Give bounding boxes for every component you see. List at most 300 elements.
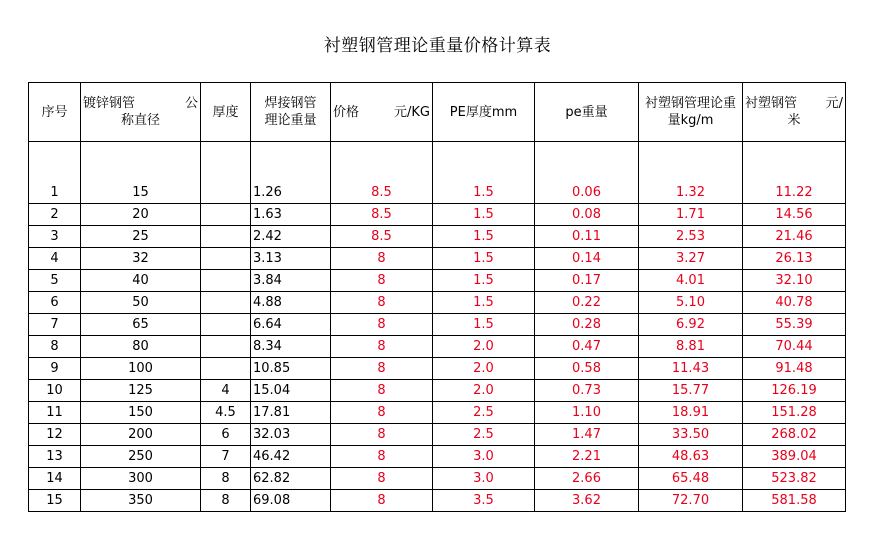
cell-lined-weight-value: 8.81 — [676, 339, 705, 354]
cell-lined-weight-value: 15.77 — [671, 383, 710, 398]
cell-lined-price-value: 70.44 — [775, 339, 813, 354]
cell-price-value: 8 — [377, 339, 386, 354]
cell-lined-price-value: 581.58 — [771, 493, 817, 508]
cell-index[interactable] — [29, 226, 81, 248]
header-index[interactable] — [29, 83, 81, 142]
cell-welded-weight-value: 62.82 — [253, 471, 291, 486]
cell-price[interactable] — [331, 204, 433, 226]
cell-index-value: 3 — [50, 229, 59, 244]
cell-price[interactable] — [331, 292, 433, 314]
cell-nominal-diameter[interactable] — [81, 446, 201, 468]
cell-pe-weight-value: 0.47 — [572, 339, 601, 354]
cell-index-value: 12 — [46, 427, 63, 442]
cell-pe-weight[interactable] — [535, 490, 639, 512]
cell-welded-weight-value: 1.63 — [253, 207, 282, 222]
cell-welded-weight-value: 1.26 — [253, 185, 282, 200]
cell-price[interactable] — [331, 358, 433, 380]
cell-welded-weight-value: 2.42 — [253, 229, 282, 244]
cell-pe-weight[interactable] — [535, 248, 639, 270]
table-row — [29, 446, 846, 468]
cell-thickness[interactable] — [201, 446, 251, 468]
header-lined-price-label-c: 米 — [787, 113, 801, 128]
cell-index[interactable] — [29, 292, 81, 314]
cell-lined-weight[interactable] — [639, 292, 743, 314]
header-lined-pipe-price[interactable] — [743, 83, 846, 142]
cell-lined-price-value: 55.39 — [775, 317, 813, 332]
cell-lined-weight-value: 11.43 — [671, 361, 710, 376]
header-row — [29, 83, 846, 142]
cell-lined-price-value: 32.10 — [775, 273, 813, 288]
cell-nominal-diameter[interactable] — [81, 292, 201, 314]
cell-price-value: 8 — [377, 383, 386, 398]
cell-index[interactable] — [29, 358, 81, 380]
cell-price[interactable] — [331, 380, 433, 402]
table-row — [29, 292, 846, 314]
cell-index[interactable] — [29, 270, 81, 292]
cell-pe-weight[interactable] — [535, 226, 639, 248]
header-thickness[interactable] — [201, 83, 251, 142]
cell-index-value: 13 — [46, 449, 63, 464]
cell-price-value: 8 — [377, 427, 386, 442]
cell-nominal-diameter-value: 65 — [132, 317, 149, 332]
cell-thickness-value: 8 — [221, 493, 230, 508]
cell-nominal-diameter-value: 80 — [132, 339, 149, 354]
header-lined-pipe-weight[interactable] — [639, 83, 743, 142]
cell-pe-weight-value: 1.47 — [572, 427, 601, 442]
cell-price-value: 8 — [377, 317, 386, 332]
table-row — [29, 336, 846, 358]
cell-index[interactable] — [29, 336, 81, 358]
cell-welded-weight-value: 8.34 — [253, 339, 282, 354]
cell-welded-weight-value: 46.42 — [253, 449, 291, 464]
cell-lined-weight[interactable] — [639, 248, 743, 270]
table-row — [29, 380, 846, 402]
cell-lined-price-value: 151.28 — [771, 405, 817, 420]
cell-welded-weight-value: 4.88 — [253, 295, 282, 310]
table-row — [29, 402, 846, 424]
cell-welded-weight[interactable] — [251, 380, 331, 402]
header-index-label: 序号 — [41, 104, 68, 120]
cell-thickness-value: 8 — [221, 471, 230, 486]
cell-welded-weight-value: 10.85 — [253, 361, 291, 376]
cell-thickness[interactable] — [201, 402, 251, 424]
cell-thickness[interactable] — [201, 248, 251, 270]
cell-pe-weight-value: 0.22 — [572, 295, 601, 310]
cell-lined-price-value: 40.78 — [775, 295, 813, 310]
cell-pe-weight[interactable] — [535, 380, 639, 402]
cell-pe-thickness[interactable] — [433, 424, 535, 446]
cell-index-value: 2 — [50, 207, 59, 222]
cell-lined-weight[interactable] — [639, 468, 743, 490]
cell-lined-price[interactable] — [743, 358, 846, 380]
cell-lined-price[interactable] — [743, 468, 846, 490]
cell-pe-weight-value: 0.08 — [572, 207, 601, 222]
cell-price-value: 8 — [377, 295, 386, 310]
cell-pe-thickness[interactable] — [433, 314, 535, 336]
header-galvanized-label-c: 称直径 — [120, 113, 160, 128]
cell-pe-thickness-value: 1.5 — [473, 295, 494, 310]
cell-pe-thickness[interactable] — [433, 226, 535, 248]
cell-thickness[interactable] — [201, 314, 251, 336]
cell-thickness[interactable] — [201, 380, 251, 402]
cell-pe-weight-value: 0.73 — [572, 383, 601, 398]
cell-pe-thickness[interactable] — [433, 358, 535, 380]
cell-pe-weight[interactable] — [535, 446, 639, 468]
table-row — [29, 314, 846, 336]
cell-pe-thickness[interactable] — [433, 402, 535, 424]
cell-pe-thickness-value: 1.5 — [473, 317, 494, 332]
header-lined-price-label-b: 元/ — [825, 96, 843, 111]
cell-nominal-diameter-value: 150 — [128, 405, 153, 420]
cell-lined-weight[interactable] — [639, 314, 743, 336]
cell-pe-thickness-value: 1.5 — [473, 207, 494, 222]
cell-pe-weight-value: 0.58 — [572, 361, 601, 376]
cell-lined-weight-value: 1.32 — [676, 185, 705, 200]
cell-price[interactable] — [331, 314, 433, 336]
cell-index-value: 4 — [50, 251, 59, 266]
cell-lined-price[interactable] — [743, 142, 846, 204]
cell-lined-weight-value: 5.10 — [676, 295, 705, 310]
cell-index-value: 6 — [50, 295, 59, 310]
cell-index-value: 14 — [46, 471, 63, 486]
cell-thickness-value: 4.5 — [215, 405, 236, 420]
cell-lined-price-value: 389.04 — [771, 449, 817, 464]
cell-pe-thickness-value: 1.5 — [473, 185, 494, 200]
cell-lined-price[interactable] — [743, 204, 846, 226]
table-row — [29, 424, 846, 446]
cell-pe-weight[interactable] — [535, 358, 639, 380]
cell-price[interactable] — [331, 490, 433, 512]
cell-lined-price[interactable] — [743, 446, 846, 468]
cell-welded-weight-value: 3.84 — [253, 273, 282, 288]
cell-nominal-diameter-value: 350 — [128, 493, 153, 508]
cell-price-value: 8 — [377, 493, 386, 508]
header-pe-thickness[interactable] — [433, 83, 535, 142]
cell-lined-price-value: 26.13 — [775, 251, 813, 266]
table-row — [29, 468, 846, 490]
cell-lined-weight[interactable] — [639, 336, 743, 358]
header-galvanized-label-b: 公 — [184, 96, 198, 111]
cell-pe-weight-value: 3.62 — [572, 493, 601, 508]
cell-price-value: 8 — [377, 405, 386, 420]
header-welded-label-a: 焊接钢管 — [264, 96, 317, 111]
cell-price-value: 8.5 — [371, 185, 392, 200]
cell-pe-thickness[interactable] — [433, 336, 535, 358]
cell-thickness[interactable] — [201, 292, 251, 314]
cell-price[interactable] — [331, 468, 433, 490]
cell-welded-weight[interactable] — [251, 468, 331, 490]
cell-price[interactable] — [331, 142, 433, 204]
cell-nominal-diameter[interactable] — [81, 380, 201, 402]
cell-pe-weight[interactable] — [535, 204, 639, 226]
cell-lined-weight[interactable] — [639, 490, 743, 512]
cell-nominal-diameter[interactable] — [81, 358, 201, 380]
cell-index-value: 11 — [46, 405, 63, 420]
cell-price[interactable] — [331, 270, 433, 292]
cell-lined-weight-value: 72.70 — [671, 493, 710, 508]
cell-price-value: 8.5 — [371, 207, 392, 222]
cell-index[interactable] — [29, 142, 81, 204]
cell-pe-thickness-value: 2.0 — [473, 383, 494, 398]
cell-lined-price-value: 523.82 — [771, 471, 817, 486]
cell-welded-weight[interactable] — [251, 336, 331, 358]
header-lined-weight-label-a: 衬塑钢管理论重 — [644, 96, 736, 111]
cell-nominal-diameter-value: 32 — [132, 251, 149, 266]
cell-lined-price[interactable] — [743, 292, 846, 314]
cell-lined-price-value: 21.46 — [775, 229, 813, 244]
sheet-title: 衬塑钢管理论重量价格计算表 — [323, 36, 552, 56]
header-galvanized-pipe-diameter[interactable] — [81, 83, 201, 142]
header-galvanized-label-a: 镀锌钢管 — [83, 96, 136, 111]
cell-thickness[interactable] — [201, 468, 251, 490]
cell-welded-weight[interactable] — [251, 248, 331, 270]
cell-pe-thickness-value: 3.0 — [473, 449, 494, 464]
header-thickness-label: 厚度 — [212, 104, 239, 120]
cell-lined-weight[interactable] — [639, 424, 743, 446]
cell-lined-weight[interactable] — [639, 226, 743, 248]
cell-welded-weight-value: 32.03 — [253, 427, 291, 442]
cell-pe-thickness-value: 2.5 — [473, 405, 494, 420]
cell-pe-weight[interactable] — [535, 142, 639, 204]
cell-thickness[interactable] — [201, 336, 251, 358]
cell-welded-weight-value: 3.13 — [253, 251, 282, 266]
cell-thickness[interactable] — [201, 204, 251, 226]
cell-index[interactable] — [29, 468, 81, 490]
cell-nominal-diameter[interactable] — [81, 248, 201, 270]
cell-pe-weight[interactable] — [535, 314, 639, 336]
header-welded-pipe-weight[interactable] — [251, 83, 331, 142]
cell-nominal-diameter[interactable] — [81, 142, 201, 204]
cell-pe-thickness[interactable] — [433, 380, 535, 402]
cell-index-value: 9 — [50, 361, 59, 376]
cell-nominal-diameter-value: 40 — [132, 273, 149, 288]
cell-pe-weight[interactable] — [535, 270, 639, 292]
cell-pe-thickness-value: 1.5 — [473, 229, 494, 244]
cell-index-value: 5 — [50, 273, 59, 288]
cell-nominal-diameter[interactable] — [81, 336, 201, 358]
cell-welded-weight[interactable] — [251, 226, 331, 248]
cell-index-value: 8 — [50, 339, 59, 354]
cell-thickness-value: 7 — [221, 449, 230, 464]
cell-lined-price[interactable] — [743, 380, 846, 402]
cell-pe-weight-value: 0.17 — [572, 273, 601, 288]
cell-price[interactable] — [331, 226, 433, 248]
table-row — [29, 270, 846, 292]
cell-pe-weight-value: 0.06 — [572, 185, 601, 200]
header-welded-label-b: 理论重量 — [264, 113, 317, 128]
cell-nominal-diameter[interactable] — [81, 490, 201, 512]
cell-lined-weight[interactable] — [639, 270, 743, 292]
table-row — [29, 248, 846, 270]
cell-pe-weight[interactable] — [535, 402, 639, 424]
cell-pe-thickness-value: 2.0 — [473, 361, 494, 376]
cell-lined-weight-value: 4.01 — [676, 273, 705, 288]
cell-welded-weight[interactable] — [251, 402, 331, 424]
cell-welded-weight[interactable] — [251, 446, 331, 468]
cell-pe-thickness-value: 2.0 — [473, 339, 494, 354]
cell-index[interactable] — [29, 490, 81, 512]
cell-index-value: 15 — [46, 493, 63, 508]
header-price-label-b: 元/KG — [394, 104, 430, 120]
cell-price[interactable] — [331, 248, 433, 270]
cell-index[interactable] — [29, 402, 81, 424]
cell-thickness-value: 4 — [221, 383, 230, 398]
cell-lined-price[interactable] — [743, 314, 846, 336]
cell-lined-weight[interactable] — [639, 380, 743, 402]
cell-pe-weight-value: 1.10 — [572, 405, 601, 420]
cell-price[interactable] — [331, 446, 433, 468]
cell-lined-weight[interactable] — [639, 446, 743, 468]
cell-index-value: 7 — [50, 317, 59, 332]
cell-index-value: 1 — [50, 185, 59, 200]
cell-price-value: 8 — [377, 361, 386, 376]
cell-thickness[interactable] — [201, 142, 251, 204]
cell-thickness-value: 6 — [221, 427, 230, 442]
header-price-label-a: 价格 — [333, 104, 360, 120]
cell-lined-price[interactable] — [743, 490, 846, 512]
cell-pe-weight-value: 2.21 — [572, 449, 601, 464]
cell-lined-price[interactable] — [743, 248, 846, 270]
cell-lined-price-value: 126.19 — [771, 383, 817, 398]
cell-price-value: 8 — [377, 251, 386, 266]
header-lined-price-label-a: 衬塑钢管 — [745, 96, 798, 111]
header-pe-thickness-label: PE厚度mm — [449, 104, 518, 120]
cell-lined-price[interactable] — [743, 336, 846, 358]
cell-price-value: 8.5 — [371, 229, 392, 244]
cell-pe-thickness-value: 1.5 — [473, 273, 494, 288]
cell-lined-price[interactable] — [743, 402, 846, 424]
cell-nominal-diameter[interactable] — [81, 402, 201, 424]
cell-welded-weight[interactable] — [251, 314, 331, 336]
cell-lined-weight-value: 18.91 — [671, 405, 710, 420]
table-row — [29, 226, 846, 248]
cell-lined-price[interactable] — [743, 226, 846, 248]
cell-index[interactable] — [29, 204, 81, 226]
cell-pe-weight-value: 0.28 — [572, 317, 601, 332]
cell-price-value: 8 — [377, 273, 386, 288]
cell-price[interactable] — [331, 402, 433, 424]
cell-welded-weight-value: 69.08 — [253, 493, 291, 508]
cell-lined-price-value: 268.02 — [771, 427, 817, 442]
cell-thickness[interactable] — [201, 270, 251, 292]
cell-price[interactable] — [331, 424, 433, 446]
cell-welded-weight[interactable] — [251, 358, 331, 380]
cell-index[interactable] — [29, 424, 81, 446]
cell-lined-weight[interactable] — [639, 142, 743, 204]
cell-lined-weight-value: 65.48 — [671, 471, 710, 486]
cell-lined-price-value: 91.48 — [775, 361, 813, 376]
cell-nominal-diameter[interactable] — [81, 314, 201, 336]
cell-lined-weight[interactable] — [639, 358, 743, 380]
cell-nominal-diameter-value: 25 — [132, 229, 149, 244]
cell-pe-thickness[interactable] — [433, 270, 535, 292]
cell-lined-price-value: 11.22 — [775, 185, 813, 200]
cell-lined-weight-value: 1.71 — [676, 207, 705, 222]
cell-lined-weight[interactable] — [639, 402, 743, 424]
header-lined-weight-label-b: 量kg/m — [667, 113, 714, 128]
cell-nominal-diameter-value: 200 — [128, 427, 153, 442]
cell-nominal-diameter[interactable] — [81, 468, 201, 490]
cell-pe-thickness[interactable] — [433, 490, 535, 512]
cell-pe-thickness-value: 3.0 — [473, 471, 494, 486]
cell-welded-weight[interactable] — [251, 292, 331, 314]
cell-welded-weight[interactable] — [251, 142, 331, 204]
cell-thickness[interactable] — [201, 490, 251, 512]
cell-welded-weight[interactable] — [251, 424, 331, 446]
header-price[interactable] — [331, 83, 433, 142]
price-calculation-table — [28, 82, 846, 512]
cell-pe-thickness-value: 3.5 — [473, 493, 494, 508]
cell-nominal-diameter-value: 100 — [128, 361, 153, 376]
cell-pe-thickness-value: 1.5 — [473, 251, 494, 266]
cell-pe-thickness[interactable] — [433, 468, 535, 490]
cell-lined-weight-value: 3.27 — [676, 251, 705, 266]
cell-nominal-diameter-value: 20 — [132, 207, 149, 222]
header-pe-weight[interactable] — [535, 83, 639, 142]
cell-nominal-diameter-value: 125 — [128, 383, 153, 398]
cell-nominal-diameter[interactable] — [81, 424, 201, 446]
cell-nominal-diameter[interactable] — [81, 226, 201, 248]
cell-lined-price[interactable] — [743, 270, 846, 292]
cell-thickness[interactable] — [201, 226, 251, 248]
cell-welded-weight[interactable] — [251, 490, 331, 512]
cell-index[interactable] — [29, 314, 81, 336]
table-row — [29, 142, 846, 204]
cell-price[interactable] — [331, 336, 433, 358]
cell-pe-weight-value: 2.66 — [572, 471, 601, 486]
cell-lined-weight[interactable] — [639, 204, 743, 226]
table-row — [29, 204, 846, 226]
cell-pe-thickness[interactable] — [433, 142, 535, 204]
cell-pe-weight-value: 0.14 — [572, 251, 601, 266]
cell-welded-weight-value: 17.81 — [253, 405, 291, 420]
cell-pe-thickness[interactable] — [433, 248, 535, 270]
cell-nominal-diameter-value: 15 — [132, 185, 149, 200]
cell-index[interactable] — [29, 380, 81, 402]
cell-lined-price-value: 14.56 — [775, 207, 813, 222]
cell-thickness[interactable] — [201, 424, 251, 446]
cell-pe-weight[interactable] — [535, 336, 639, 358]
table-row — [29, 358, 846, 380]
header-pe-weight-label: pe重量 — [565, 104, 608, 120]
cell-pe-weight[interactable] — [535, 292, 639, 314]
cell-nominal-diameter[interactable] — [81, 204, 201, 226]
cell-welded-weight[interactable] — [251, 270, 331, 292]
cell-pe-weight-value: 0.11 — [572, 229, 601, 244]
cell-lined-weight-value: 2.53 — [676, 229, 705, 244]
cell-welded-weight-value: 15.04 — [253, 383, 291, 398]
cell-nominal-diameter-value: 250 — [128, 449, 153, 464]
table-row — [29, 490, 846, 512]
cell-pe-weight[interactable] — [535, 424, 639, 446]
cell-pe-thickness[interactable] — [433, 292, 535, 314]
cell-welded-weight[interactable] — [251, 204, 331, 226]
cell-index[interactable] — [29, 248, 81, 270]
cell-pe-weight[interactable] — [535, 468, 639, 490]
cell-lined-weight-value: 48.63 — [671, 449, 710, 464]
cell-pe-thickness[interactable] — [433, 204, 535, 226]
cell-nominal-diameter-value: 300 — [128, 471, 153, 486]
cell-pe-thickness-value: 2.5 — [473, 427, 494, 442]
cell-thickness[interactable] — [201, 358, 251, 380]
cell-pe-thickness[interactable] — [433, 446, 535, 468]
cell-index-value: 10 — [46, 383, 63, 398]
cell-index[interactable] — [29, 446, 81, 468]
cell-lined-price[interactable] — [743, 424, 846, 446]
cell-lined-weight-value: 33.50 — [671, 427, 710, 442]
cell-nominal-diameter[interactable] — [81, 270, 201, 292]
cell-lined-weight-value: 6.92 — [676, 317, 705, 332]
